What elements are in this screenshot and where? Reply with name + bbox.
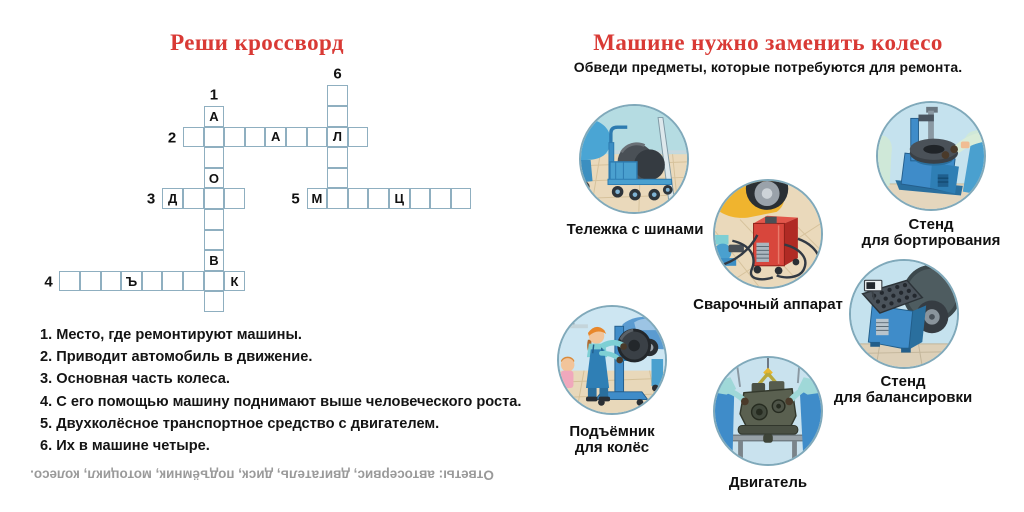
crossword-cell-1-9[interactable] xyxy=(204,291,225,312)
crossword-cell-2-7[interactable]: Л xyxy=(327,127,348,148)
crossword-number-6: 6 xyxy=(333,65,342,83)
wheel-lift-label: Подъёмник для колёс xyxy=(569,423,655,456)
tire-mounting-stand-circle[interactable] xyxy=(876,101,986,211)
crossword-cell-5-0[interactable]: М xyxy=(307,188,328,209)
clue-5: 5. Двухколёсное транспортное средство с двигателем. xyxy=(40,415,440,432)
crossword-cell-1-2[interactable] xyxy=(204,147,225,168)
engine-circle[interactable] xyxy=(713,356,823,466)
balancing-stand-illustration xyxy=(851,261,957,367)
crossword-grid xyxy=(0,0,512,330)
crossword-cell-2-0[interactable] xyxy=(183,127,204,148)
crossword-cell-3-1[interactable] xyxy=(183,188,204,209)
mounting-stand-illustration xyxy=(878,103,984,209)
clue-4: 4. С его помощью машину поднимают выше человеческого роста. xyxy=(40,393,522,410)
crossword-cell-4-7[interactable] xyxy=(204,271,225,292)
crossword-cell-2-6[interactable] xyxy=(307,127,328,148)
crossword-cell-3-2[interactable] xyxy=(204,188,225,209)
welding-machine-circle[interactable] xyxy=(713,179,823,289)
wheel-lift-illustration xyxy=(559,307,665,413)
crossword-cell-3-3[interactable] xyxy=(224,188,245,209)
crossword-cell-5-3[interactable] xyxy=(368,188,389,209)
welder-illustration xyxy=(715,181,821,287)
task-title: Машине нужно заменить колесо xyxy=(593,30,943,55)
clue-list xyxy=(40,324,521,457)
balancing-stand-label: Стенд для балансировки xyxy=(833,373,973,406)
crossword-number-5: 5 xyxy=(291,190,300,208)
crossword-number-2: 2 xyxy=(167,129,177,146)
crossword-number-3: 3 xyxy=(146,190,156,208)
engine-label: Двигатель xyxy=(728,474,808,491)
crossword-cell-1-3[interactable]: О xyxy=(204,168,225,189)
trolley-with-tires-circle[interactable] xyxy=(579,104,689,214)
crossword-cell-4-2[interactable] xyxy=(101,271,122,292)
crossword-cell-5-5[interactable] xyxy=(410,188,431,209)
crossword-cell-4-5[interactable] xyxy=(162,271,183,292)
crossword-cell-5-4[interactable]: Ц xyxy=(389,188,410,209)
mounting-stand-label: Стенд для бортирования xyxy=(861,216,1001,249)
welder-label: Сварочный аппарат xyxy=(693,296,843,313)
crossword-cell-5-7[interactable] xyxy=(451,188,472,209)
crossword-cell-5-6[interactable] xyxy=(430,188,451,209)
crossword-title: Реши кроссворд xyxy=(170,30,344,55)
clue-6: 6. Их в машине четыре. xyxy=(40,438,210,455)
clue-3: 3. Основная часть колеса. xyxy=(40,371,230,388)
crossword-cell-4-4[interactable] xyxy=(142,271,163,292)
trolley-label: Тележка с шинами xyxy=(566,221,704,238)
clue-1: 1. Место, где ремонтируют машины. xyxy=(40,327,302,343)
crossword-cell-4-6[interactable] xyxy=(183,271,204,292)
crossword-cell-6-2[interactable] xyxy=(327,127,348,148)
crossword-cell-6-3[interactable] xyxy=(327,147,348,168)
crossword-cell-4-8[interactable]: К xyxy=(224,271,245,292)
trolley-illustration xyxy=(581,106,687,212)
crossword-cell-4-3[interactable]: Ъ xyxy=(121,271,142,292)
task-instruction: Обведи предметы, которые потребуются для ремонта. xyxy=(573,59,963,75)
crossword-number-4: 4 xyxy=(44,273,53,290)
wheel-lift-circle[interactable] xyxy=(557,305,667,415)
crossword-cell-6-5[interactable] xyxy=(327,188,348,209)
crossword-cell-2-1[interactable] xyxy=(204,127,225,148)
crossword-cell-6-4[interactable] xyxy=(327,168,348,189)
crossword-cell-6-0[interactable] xyxy=(327,85,348,106)
crossword-cell-1-7[interactable]: В xyxy=(204,250,225,271)
crossword-cell-2-8[interactable] xyxy=(348,127,369,148)
clue-2: 2. Приводит автомобиль в движение. xyxy=(40,349,313,366)
crossword-cell-6-1[interactable] xyxy=(327,106,348,127)
crossword-number-1: 1 xyxy=(209,86,219,104)
crossword-cell-2-5[interactable] xyxy=(286,127,307,148)
crossword-cell-2-3[interactable] xyxy=(245,127,266,148)
crossword-cell-1-5[interactable] xyxy=(204,209,225,230)
crossword-cell-5-2[interactable] xyxy=(348,188,369,209)
crossword-cell-2-2[interactable] xyxy=(224,127,245,148)
crossword-cell-1-0[interactable]: А xyxy=(204,106,225,127)
engine-illustration xyxy=(715,358,821,464)
crossword-cell-4-0[interactable] xyxy=(59,271,80,292)
answers-upside-down: Ответы: автосервис, двигатель, диск, подъёмник, мотоцикл, колесо. xyxy=(30,467,494,483)
crossword-cell-3-0[interactable]: Д xyxy=(162,188,183,209)
crossword-cell-4-1[interactable] xyxy=(80,271,101,292)
crossword-cell-2-4[interactable]: А xyxy=(265,127,286,148)
crossword-cell-1-6[interactable] xyxy=(204,230,225,251)
balancing-stand-circle[interactable] xyxy=(849,259,959,369)
